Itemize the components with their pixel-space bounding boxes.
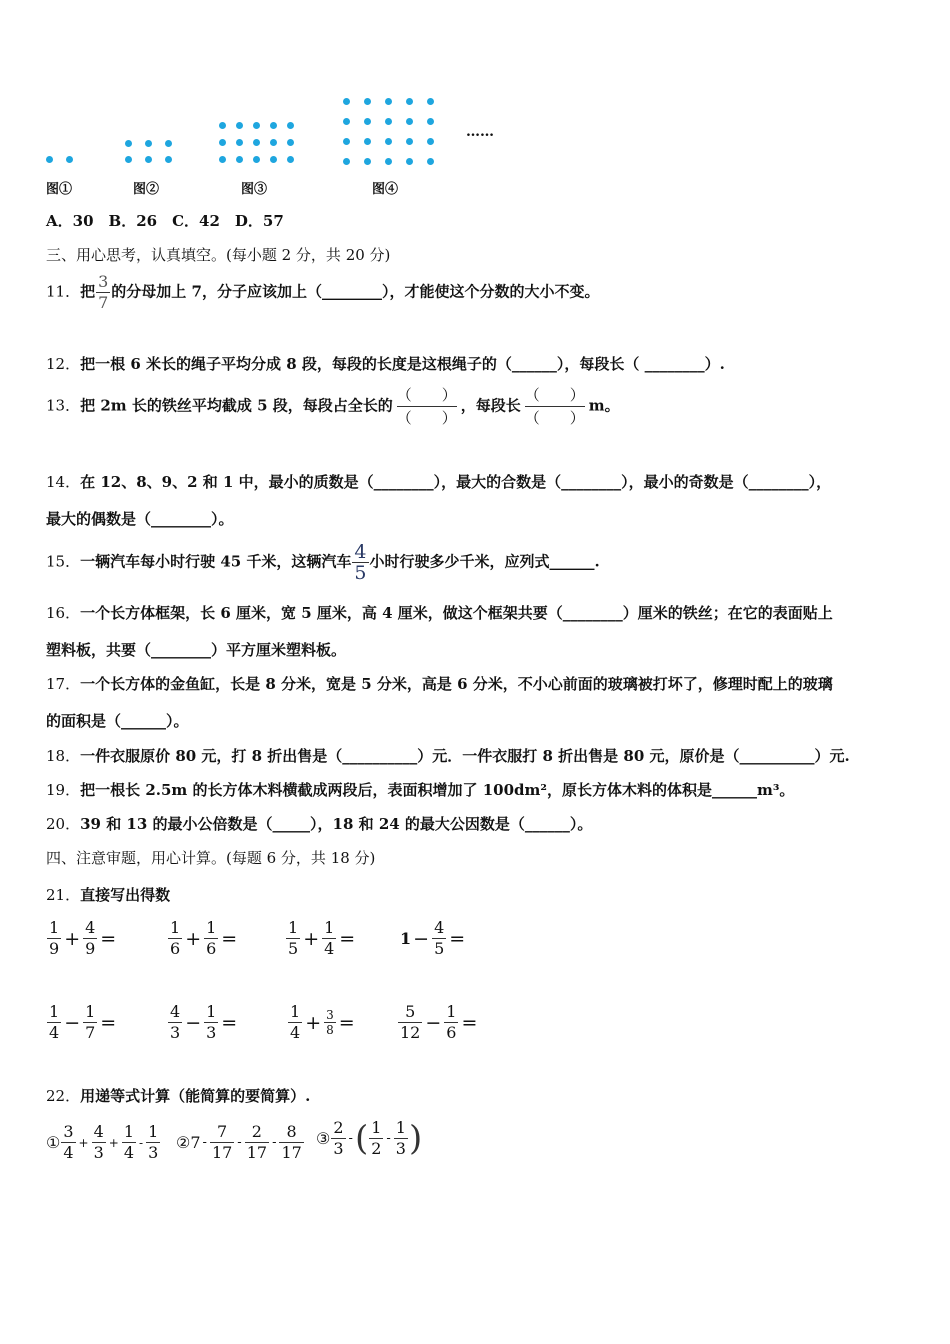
frac-num: 8 <box>286 1122 297 1141</box>
frac-num: 4 <box>170 1002 181 1021</box>
question-20 <box>46 814 592 834</box>
whole-number: 1 <box>400 929 412 948</box>
frac-num: 1 <box>170 918 181 937</box>
q16-line1: 一个长方体框架，长 6 厘米，宽 5 厘米，高 4 厘米，做这个框架共要（________）厘米的铁丝；在它的表面贴上 <box>80 604 833 622</box>
dot <box>219 156 226 163</box>
frac-num: 1 <box>288 918 299 937</box>
q15-number: 15． <box>46 552 81 571</box>
question-15 <box>46 542 600 583</box>
q21-expr-7 <box>287 1002 357 1043</box>
q13-post: m。 <box>588 396 620 415</box>
frac-den: 12 <box>400 1023 421 1042</box>
equals-sign: = <box>221 1011 238 1034</box>
frac-den: 17 <box>211 1143 233 1162</box>
question-13 <box>46 384 620 429</box>
dot <box>427 118 434 125</box>
q21-number: 21． <box>46 886 81 904</box>
q10-options: A．30 B．26 C．42 D．57 <box>46 212 284 230</box>
q21-expr-1 <box>46 918 118 959</box>
dot <box>427 98 434 105</box>
dot <box>427 158 434 165</box>
question-22-title <box>46 1086 310 1106</box>
frac-num: 4 <box>85 918 96 937</box>
question-14-line2: 最大的偶数是（________）。 <box>46 510 234 528</box>
q15-frac-den: 5 <box>354 562 367 584</box>
dot <box>364 118 371 125</box>
frac-num: 1 <box>395 1118 406 1137</box>
dot <box>385 98 392 105</box>
equals-sign: = <box>100 1011 117 1034</box>
operator: - <box>139 1135 144 1150</box>
q20-number: 20． <box>46 815 81 833</box>
operator: − <box>413 927 430 950</box>
frac-den: 3 <box>333 1139 344 1158</box>
section3-title: 三、用心思考，认真填空。(每小题 2 分，共 20 分) <box>46 246 391 264</box>
frac-num: 1 <box>85 1002 96 1021</box>
equals-sign: = <box>339 927 356 950</box>
question-14-line1 <box>46 472 831 492</box>
operator: + <box>303 927 320 950</box>
operator: - <box>386 1131 391 1146</box>
figure-label-3: 图③ <box>241 182 268 197</box>
dot <box>406 118 413 125</box>
q11-frac-num: 3 <box>98 272 109 291</box>
dot <box>46 156 53 163</box>
frac-num: 3 <box>326 1008 334 1022</box>
frac-den: 6 <box>206 939 217 958</box>
frac-den: 4 <box>324 939 335 958</box>
dot <box>125 140 132 147</box>
operator: − <box>64 1011 81 1034</box>
operator: + <box>64 927 81 950</box>
equals-sign: = <box>461 1011 478 1034</box>
q11-number: 11． <box>46 282 81 301</box>
operator: + <box>185 927 202 950</box>
circled-number-3: ③ <box>316 1129 331 1148</box>
q13-number: 13． <box>46 396 81 415</box>
q15-fraction <box>352 542 368 583</box>
q11-frac-den: 7 <box>98 293 109 312</box>
equals-sign: = <box>100 927 117 950</box>
frac-den: 4 <box>49 1023 60 1042</box>
frac-den: 5 <box>434 939 445 958</box>
frac-den: 8 <box>326 1023 334 1037</box>
figure-label-1: 图① <box>46 182 73 197</box>
q18-text: 一件衣服原价 80 元，打 8 折出售是（__________）元．一件衣服打 8 折出售是 80 元，原价是（__________）元. <box>80 747 850 765</box>
dot <box>219 139 226 146</box>
q12-number: 12． <box>46 355 81 373</box>
q22-problem-2 <box>176 1122 305 1163</box>
dot <box>125 156 132 163</box>
dot <box>406 138 413 145</box>
frac-den: 5 <box>288 939 299 958</box>
frac-num: 1 <box>290 1002 301 1021</box>
q13-pre: 把 2m 长的铁丝平均截成 5 段，每段占全长的 <box>80 396 393 415</box>
frac-num: 4 <box>434 918 445 937</box>
circled-number-1: ① <box>46 1133 61 1152</box>
q21-expr-3 <box>285 918 357 959</box>
dot <box>287 139 294 146</box>
question-18 <box>46 746 850 766</box>
frac-den: 7 <box>85 1023 96 1042</box>
dot <box>66 156 73 163</box>
q16-number: 16． <box>46 604 81 622</box>
dot <box>385 138 392 145</box>
dot <box>270 139 277 146</box>
frac-num: 1 <box>148 1122 159 1141</box>
figure-ellipsis: …… <box>466 124 494 140</box>
operator: + <box>78 1135 89 1150</box>
frac-num: 1 <box>123 1122 135 1141</box>
operator: + <box>108 1135 119 1150</box>
figure-label-4: 图④ <box>372 182 399 197</box>
dot <box>165 156 172 163</box>
dot <box>253 156 260 163</box>
q21-expr-6 <box>167 1002 239 1043</box>
q13-blank-den-1: （ ） <box>397 406 457 429</box>
dot <box>236 156 243 163</box>
circled-number-2: ② <box>176 1133 191 1152</box>
left-paren: ( <box>354 1118 369 1159</box>
frac-den: 3 <box>395 1139 406 1158</box>
q21-expr-2 <box>167 918 239 959</box>
dot <box>287 122 294 129</box>
q19-number: 19． <box>46 781 81 799</box>
frac-num: 5 <box>405 1002 416 1021</box>
dot <box>364 138 371 145</box>
q21-title: 直接写出得数 <box>80 886 171 904</box>
figure-label-2: 图② <box>133 182 160 197</box>
frac-num: 1 <box>371 1118 382 1137</box>
dot <box>270 156 277 163</box>
frac-num: 2 <box>251 1122 262 1141</box>
operator: - <box>202 1135 207 1150</box>
q13-blank-num-2: （ ） <box>524 386 585 404</box>
frac-den: 3 <box>206 1023 217 1042</box>
frac-den: 17 <box>246 1143 268 1162</box>
q22-title: 用递等式计算（能简算的要简算）. <box>80 1087 311 1105</box>
frac-num: 7 <box>217 1122 228 1141</box>
question-17-line2: 的面积是（______）。 <box>46 712 189 730</box>
dot <box>343 158 350 165</box>
equals-sign: = <box>221 927 238 950</box>
q15-pre: 一辆汽车每小时行驶 45 千米，这辆汽车 <box>80 552 352 571</box>
q13-mid: ，每段长 <box>460 396 521 415</box>
question-17-line1 <box>46 674 833 694</box>
frac-num: 1 <box>206 918 217 937</box>
frac-num: 1 <box>49 1002 60 1021</box>
frac-num: 1 <box>206 1002 217 1021</box>
frac-den: 3 <box>93 1143 104 1162</box>
q11-fraction <box>96 272 110 313</box>
q19-text: 把一根长 2.5m 的长方体木料横截成两段后，表面积增加了 100dm²，原长方体木料的体积是______m³。 <box>80 781 795 799</box>
q15-frac-num: 4 <box>354 541 367 563</box>
dot <box>219 122 226 129</box>
question-16-line2: 塑料板，共要（________）平方厘米塑料板。 <box>46 641 347 659</box>
q18-number: 18． <box>46 747 81 765</box>
operator: − <box>425 1011 442 1034</box>
dot <box>270 122 277 129</box>
dot <box>287 156 294 163</box>
frac-den: 3 <box>170 1023 181 1042</box>
dot <box>343 98 350 105</box>
dot <box>406 98 413 105</box>
q21-expr-8 <box>397 1002 479 1043</box>
question-11 <box>46 272 599 313</box>
q22-problem-1 <box>46 1122 161 1163</box>
frac-num: 1 <box>324 918 335 937</box>
frac-den: 4 <box>63 1143 74 1162</box>
dot <box>145 156 152 163</box>
dot <box>406 158 413 165</box>
operator: - <box>272 1135 277 1150</box>
q13-fraction-blank-2 <box>525 384 585 429</box>
section4-title: 四、注意审题，用心计算。(每题 6 分，共 18 分) <box>46 849 376 867</box>
question-16-line1 <box>46 603 833 623</box>
dot <box>236 122 243 129</box>
q13-fraction-blank-1 <box>397 384 457 429</box>
frac-den: 3 <box>148 1143 159 1162</box>
dot <box>385 158 392 165</box>
dot <box>145 140 152 147</box>
q22-number: 22． <box>46 1087 81 1105</box>
q17-line1: 一个长方体的金鱼缸，长是 8 分米，宽是 5 分米，高是 6 分米，不小心前面的玻璃被打坏了，修理时配上的玻璃 <box>80 675 833 693</box>
dot <box>165 140 172 147</box>
question-19 <box>46 780 794 800</box>
frac-num: 1 <box>446 1002 457 1021</box>
operator: − <box>185 1011 202 1034</box>
q17-number: 17． <box>46 675 81 693</box>
q14-line1: 在 12、8、9、2 和 1 中，最小的质数是（________），最大的合数是（________），最小的奇数是（________）， <box>80 473 832 491</box>
frac-num: 1 <box>49 918 60 937</box>
equals-sign: = <box>338 1011 355 1034</box>
frac-den: 9 <box>85 939 96 958</box>
dot <box>427 138 434 145</box>
q11-post: 的分母加上 7，分子应该加上（________），才能使这个分数的大小不变。 <box>111 282 600 301</box>
dot <box>343 138 350 145</box>
dot <box>253 122 260 129</box>
q21-expr-4 <box>400 918 467 959</box>
dot <box>364 158 371 165</box>
dot <box>236 139 243 146</box>
frac-den: 6 <box>170 939 181 958</box>
dot <box>343 118 350 125</box>
frac-num: 2 <box>333 1118 344 1137</box>
q13-blank-num-1: （ ） <box>396 386 457 404</box>
frac-den: 4 <box>290 1023 301 1042</box>
dot <box>364 98 371 105</box>
operator: - <box>348 1131 353 1146</box>
equals-sign: = <box>449 927 466 950</box>
q21-expr-5 <box>46 1002 118 1043</box>
operator: - <box>237 1135 242 1150</box>
right-paren: ) <box>408 1118 423 1159</box>
q12-text: 把一根 6 米长的绳子平均分成 8 段，每段的长度是这根绳子的（______），每段长（ ________）. <box>80 355 725 373</box>
frac-num: 4 <box>93 1122 104 1141</box>
q15-post: 小时行驶多少千米，应列式______. <box>369 552 600 571</box>
q13-blank-den-2: （ ） <box>525 406 585 429</box>
frac-den: 2 <box>371 1139 382 1158</box>
frac-den: 17 <box>281 1143 302 1162</box>
frac-den: 9 <box>49 939 60 958</box>
q14-number: 14． <box>46 473 81 491</box>
dot <box>253 139 260 146</box>
frac-num: 3 <box>63 1122 74 1141</box>
q20-text: 39 和 13 的最小公倍数是（_____），18 和 24 的最大公因数是（______）。 <box>80 815 593 833</box>
dot <box>385 118 392 125</box>
whole-number: 7 <box>190 1133 201 1152</box>
frac-den: 6 <box>446 1023 457 1042</box>
q11-pre: 把 <box>80 282 96 301</box>
frac-den: 4 <box>123 1143 135 1162</box>
question-21-title <box>46 885 170 905</box>
q22-problem-3 <box>316 1118 422 1159</box>
question-12 <box>46 354 725 374</box>
operator: + <box>305 1011 322 1034</box>
